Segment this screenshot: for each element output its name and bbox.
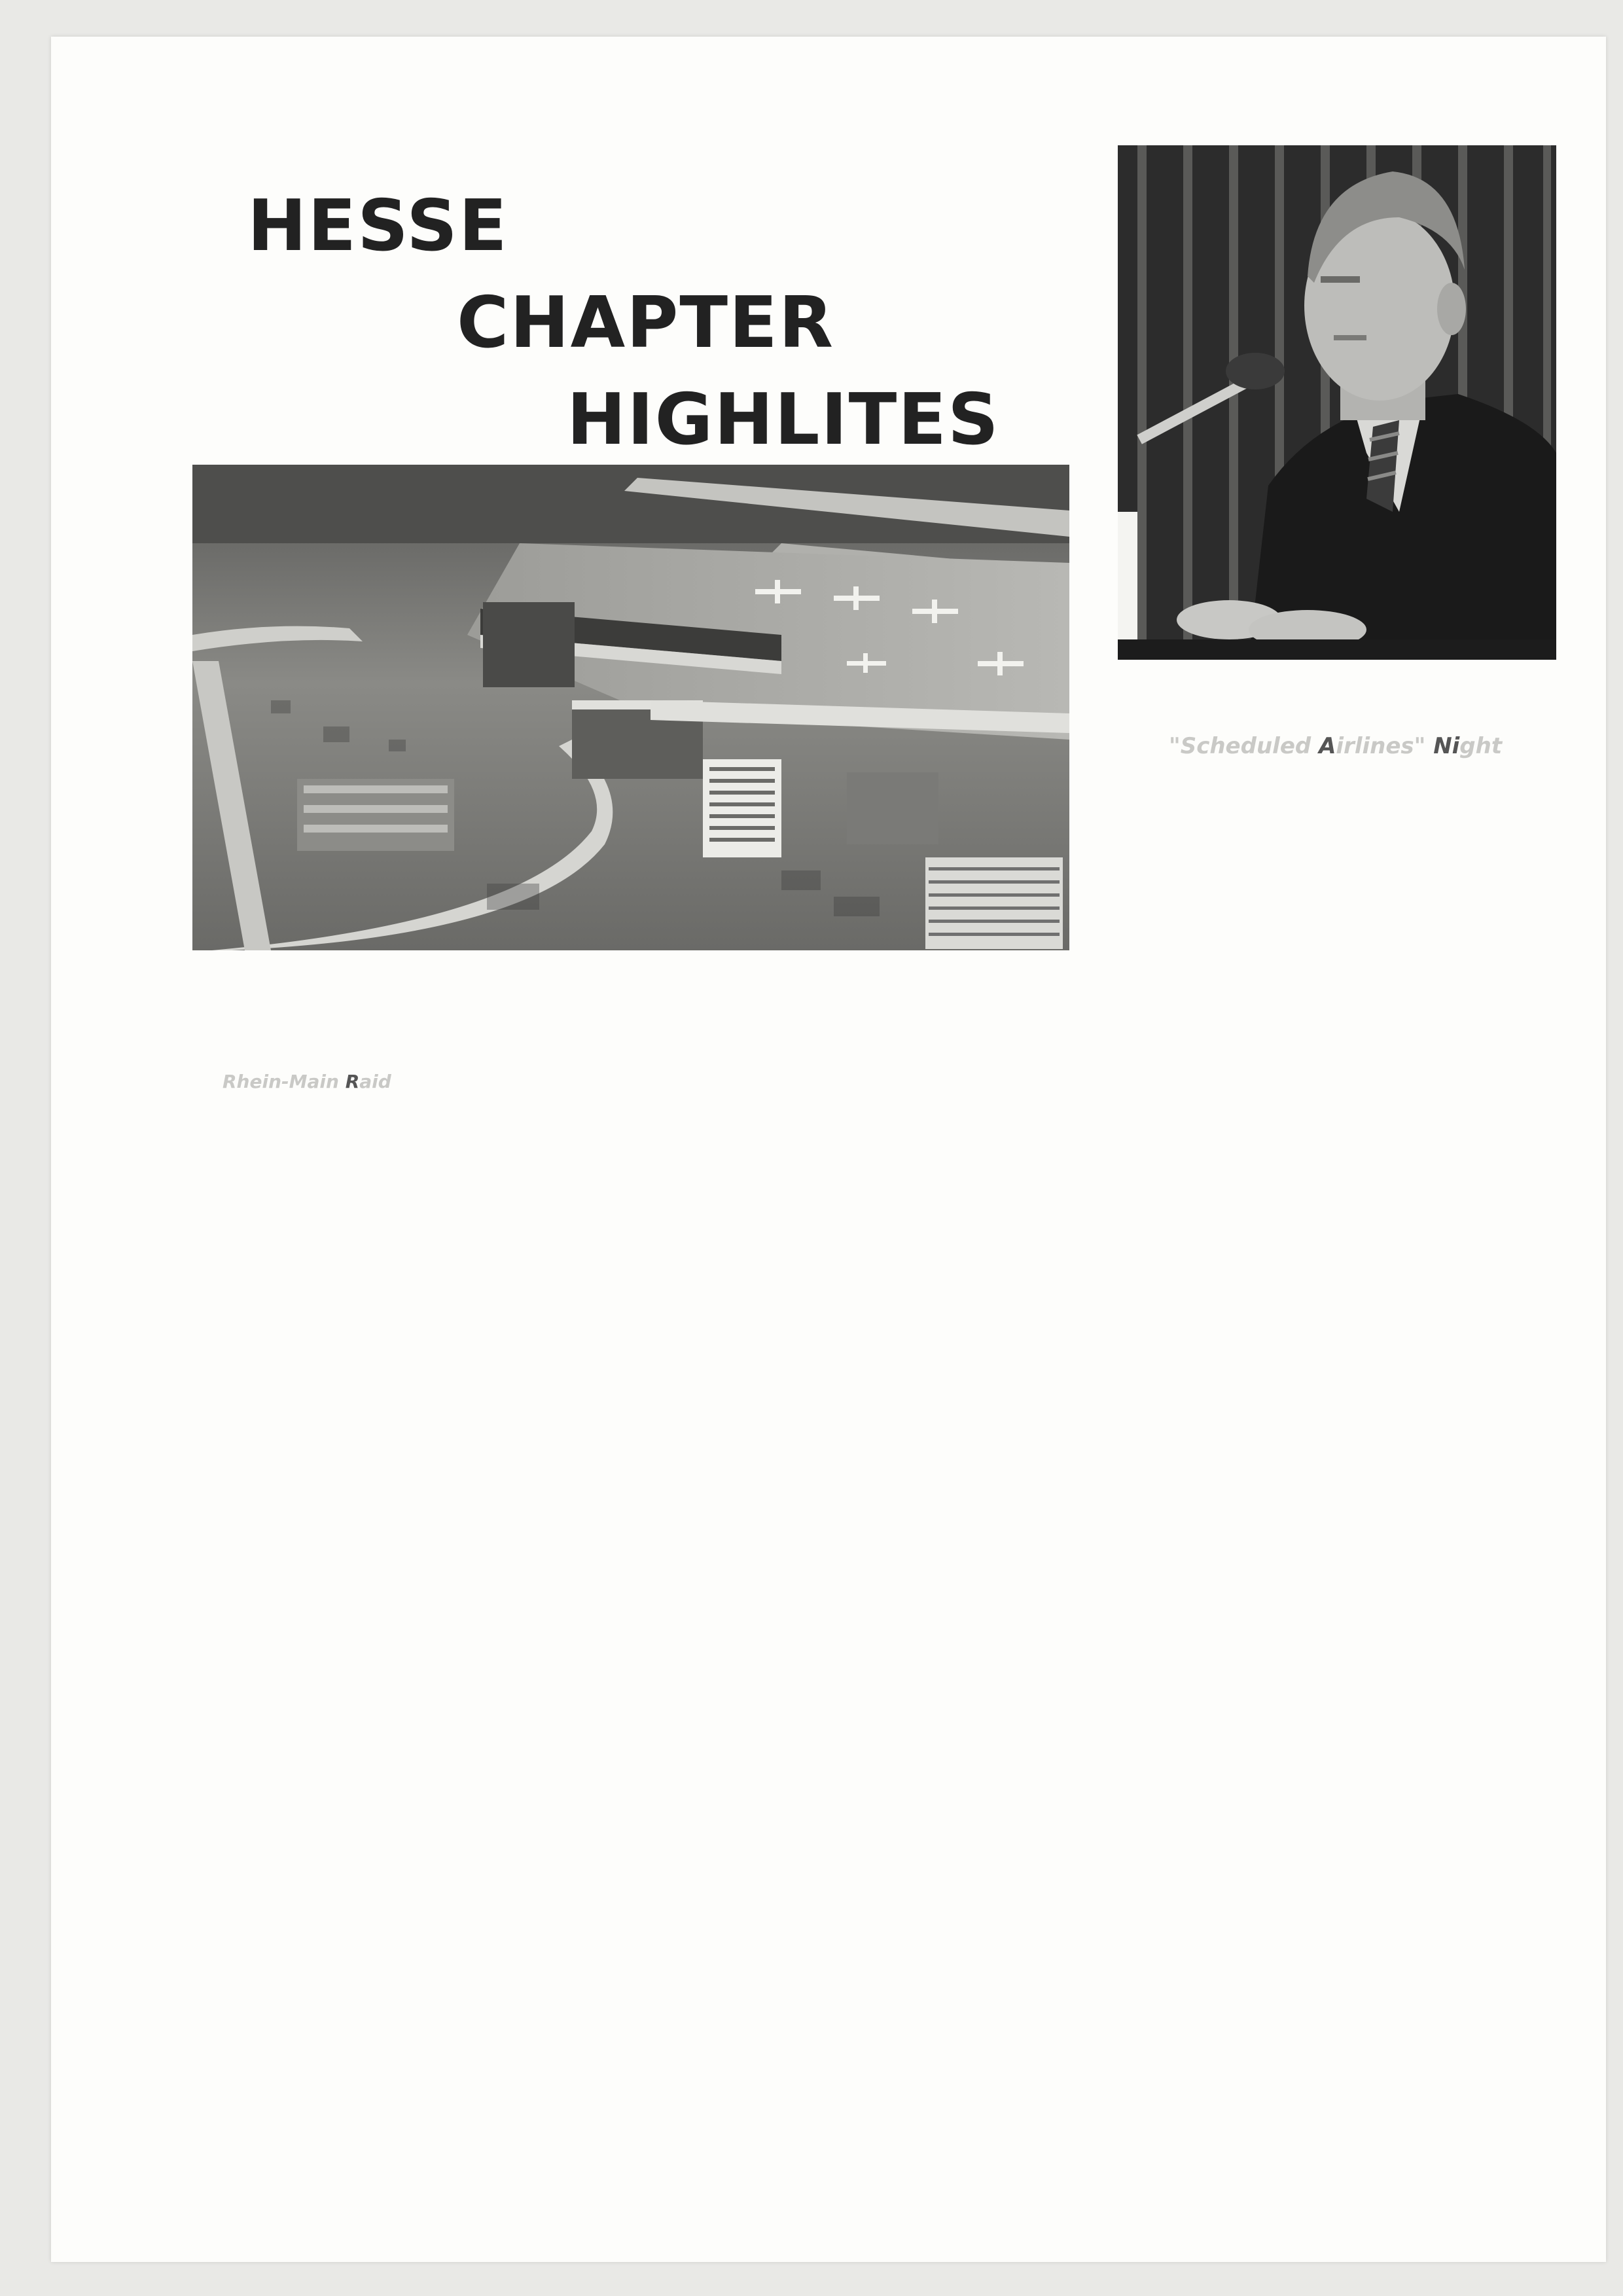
section-heading [223, 1071, 391, 1092]
speaker-photo-caption [1169, 733, 1502, 759]
title-line-1: HESSE [247, 185, 508, 267]
caption-text-end: ght [1459, 733, 1503, 759]
speaker-portrait-photo [1118, 145, 1556, 660]
section-heading-mark: R [345, 1071, 360, 1092]
page [51, 37, 1606, 2262]
title-line-3: HIGHLITES [567, 379, 1000, 461]
section-heading-end: aid [359, 1071, 391, 1092]
caption-text-start: "Scheduled [1169, 733, 1319, 759]
section-heading-start: Rhein-Main [223, 1071, 346, 1092]
caption-text-mid: irlines" [1336, 733, 1434, 759]
title-line-2: CHAPTER [457, 282, 834, 364]
airport-aerial-photo [192, 465, 1069, 950]
caption-text-mark-2: Ni [1433, 733, 1460, 759]
caption-text-mark-1: A [1319, 733, 1336, 759]
